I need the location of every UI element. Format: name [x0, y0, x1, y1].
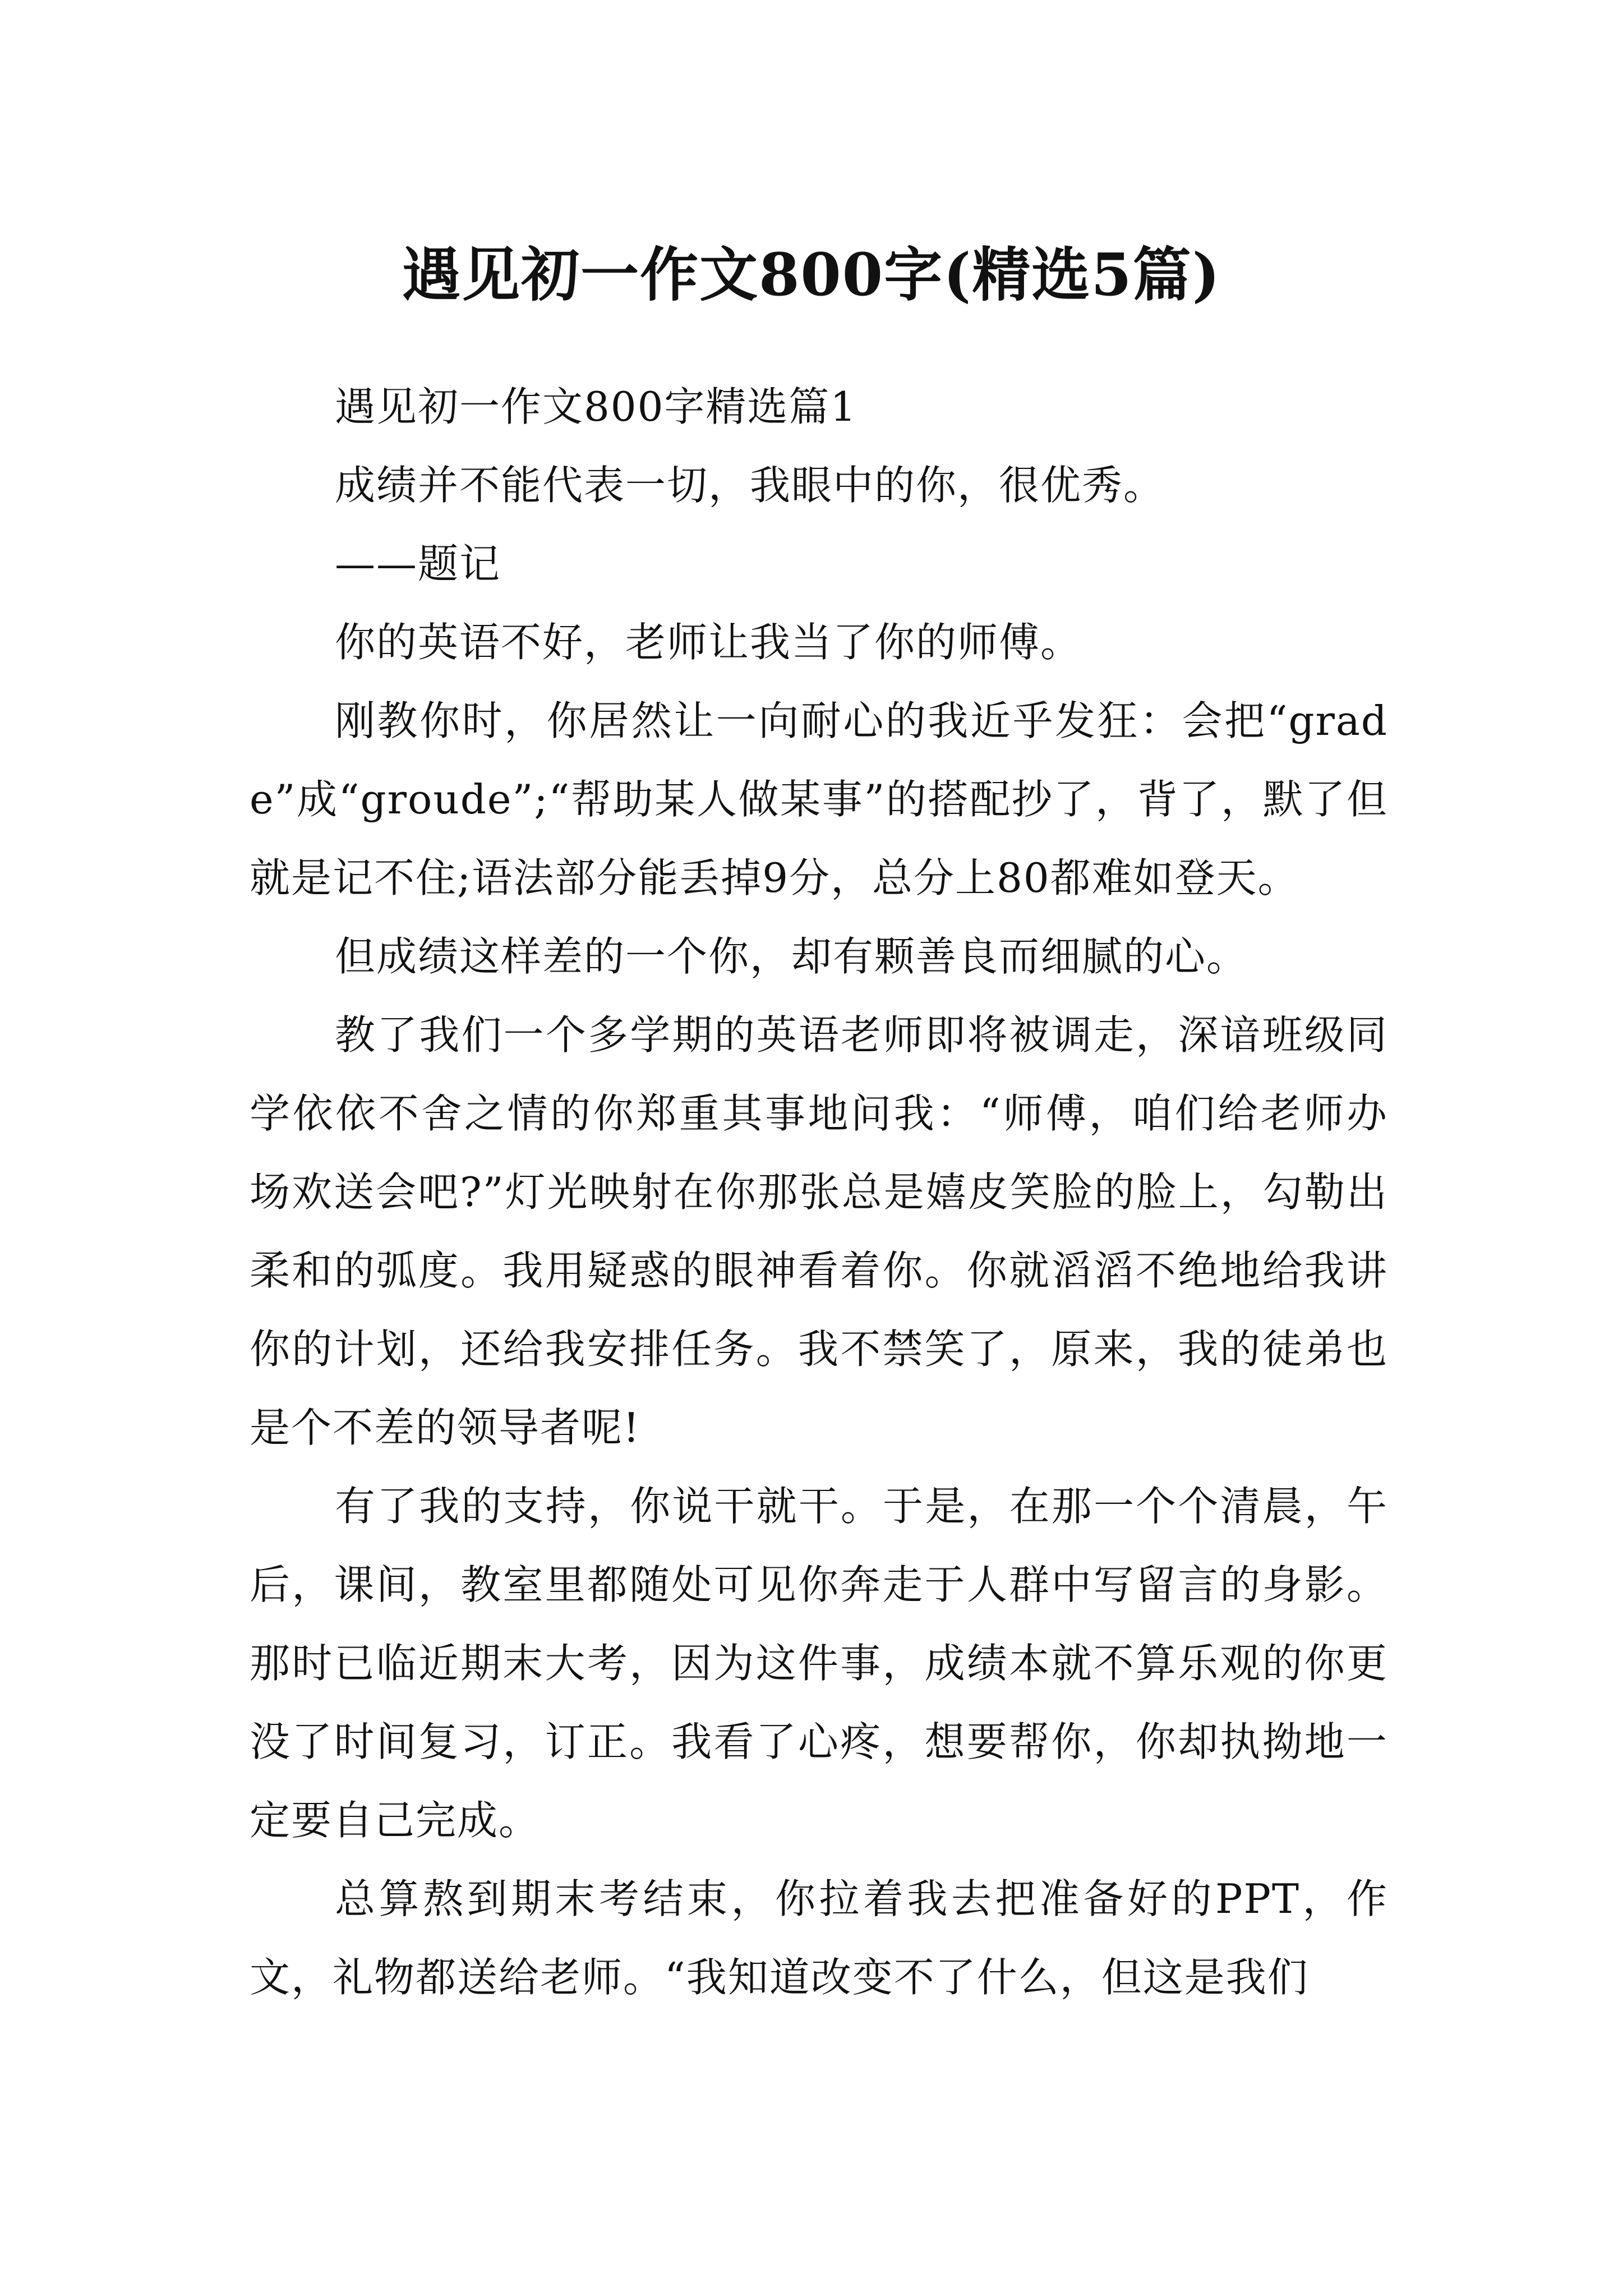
epigraph: 成绩并不能代表一切，我眼中的你，很优秀。: [335, 462, 1165, 509]
paragraph: 但成绩这样差的一个你，却有颗善良而细腻的心。: [335, 933, 1248, 980]
section-heading: 遇见初一作文800字精选篇1: [335, 383, 857, 430]
paragraph: 有了我的支持，你说干就干。于是，在那一个个清晨，午后，课间，教室里都随处可见你奔走于人群中写留言的身影。那时已临近期末大考，因为这件事，成绩本就不算乐观的你更没了时间复习，订正。我看了心疼，想要帮你，你却执拗地一定要自己完成。: [250, 1483, 1388, 1844]
paragraph: 刚教你时，你居然让一向耐心的我近乎发狂：会把“grade”成“groude”;“帮助某人做某事”的搭配抄了，背了，默了但就是记不住;语法部分能丢掉9分，总分上80都难如登天。: [250, 697, 1388, 901]
paragraph: 你的英语不好，老师让我当了你的师傅。: [335, 619, 1082, 666]
document-body: [250, 367, 1388, 2017]
paragraph: 教了我们一个多学期的英语老师即将被调走，深谙班级同学依依不舍之情的你郑重其事地问我：“师傅，咱们给老师办场欢送会吧?”灯光映射在你那张总是嬉皮笑脸的脸上，勾勒出柔和的弧度。我用疑惑的眼神看着你。你就滔滔不绝地给我讲你的计划，还给我安排任务。我不禁笑了，原来，我的徒弟也是个不差的领导者呢!: [250, 1011, 1388, 1451]
document-title: 遇见初一作文800字(精选5篇): [402, 240, 1221, 309]
epigraph-attribution: ——题记: [335, 540, 501, 587]
paragraph: 总算熬到期末考结束，你拉着我去把准备好的PPT，作文，礼物都送给老师。“我知道改变不了什么，但这是我们: [250, 1875, 1388, 2001]
